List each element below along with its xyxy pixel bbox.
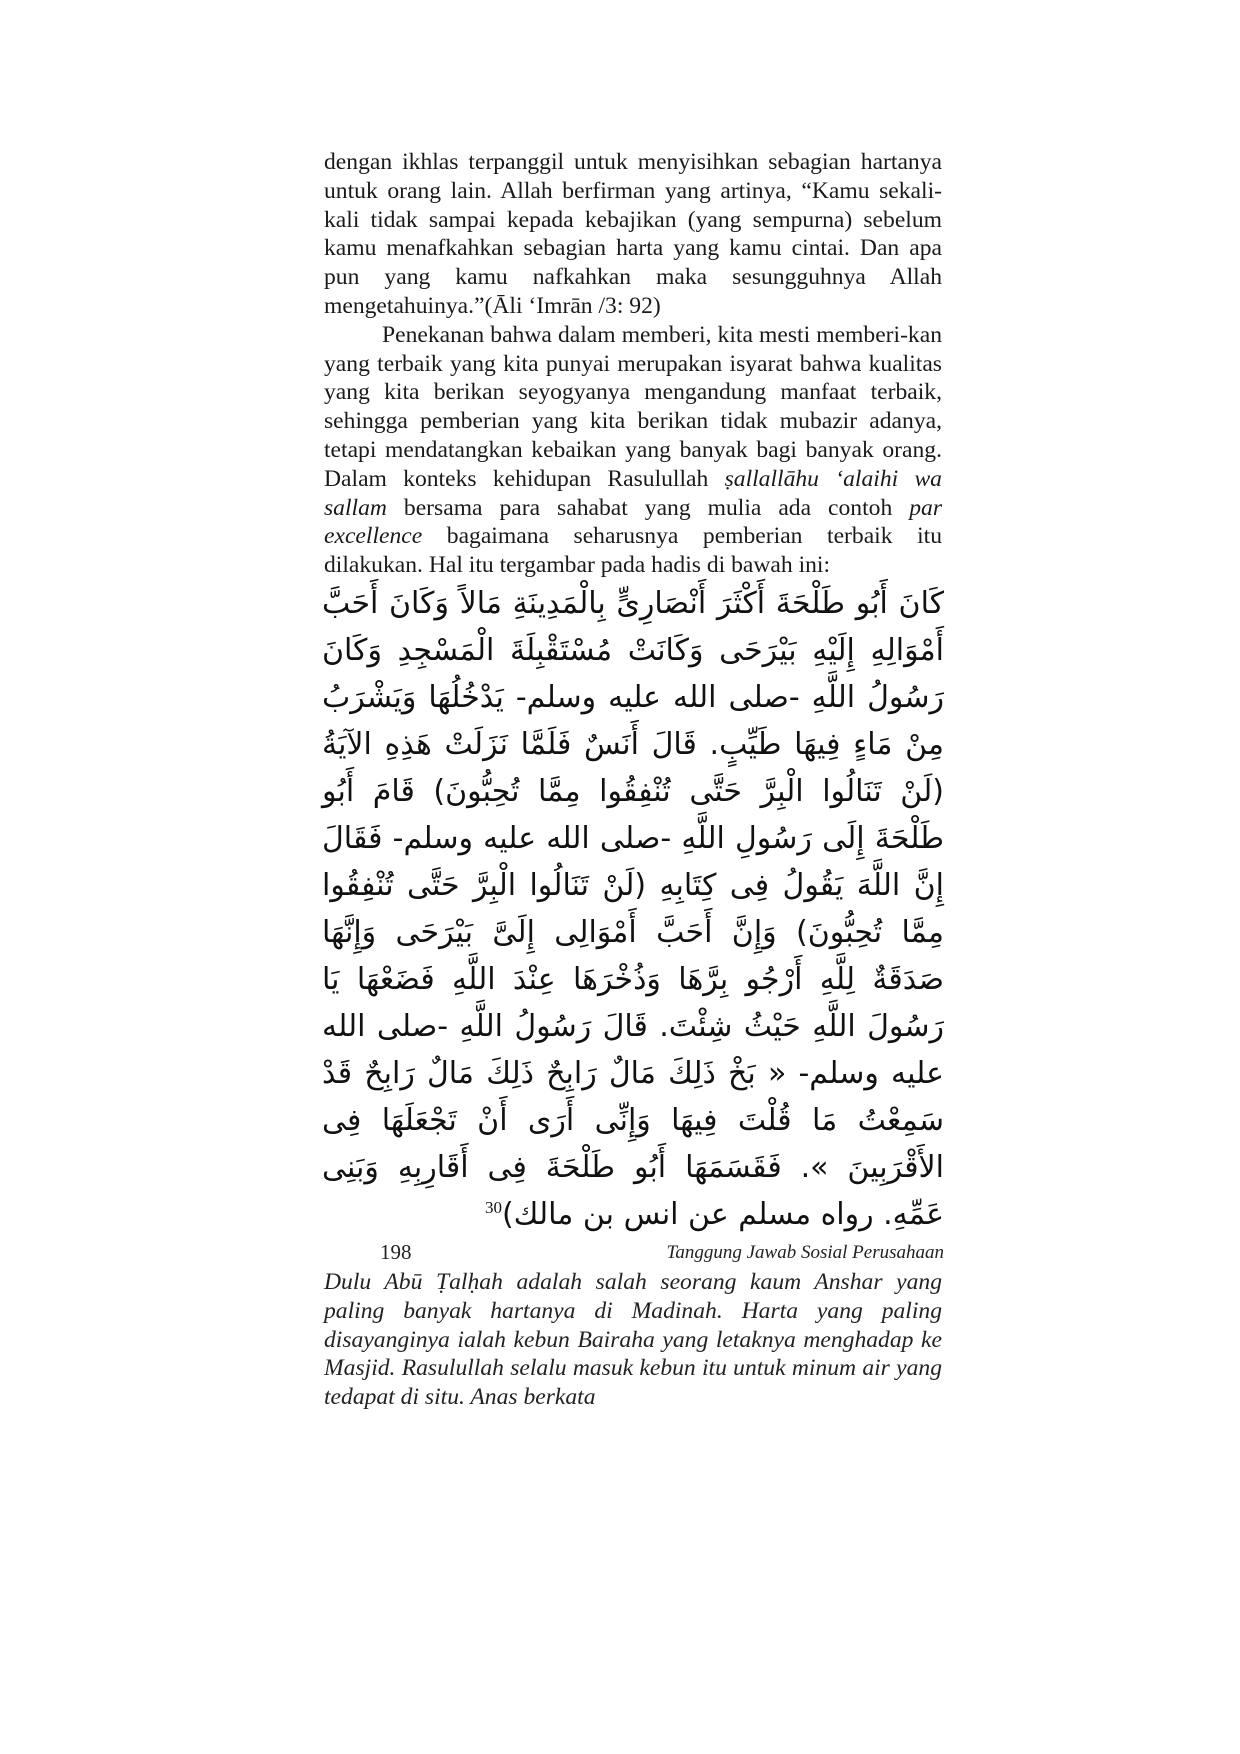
paragraph-1: dengan ikhlas terpanggil untuk menyisihkan sebagian hartanya untuk orang lain. Allah berfirman yang artinya, “Kamu sekali-kali tidak sampai kepada kebajikan (yang sempurna) sebelum kamu menafkahkan sebagian harta yang kamu cintai. Dan apa pun yang kamu nafkahkan maka sesungguhnya Allah mengetahuinya.”(Āli ‘Imrān /3: 92)	[324, 149, 942, 319]
page-number: 198	[380, 1240, 412, 1264]
hadith-translation: Dulu Abū Ṭalḥah adalah salah seorang kaum Anshar yang paling banyak hartanya di Madinah. Harta yang paling disayanginya ialah kebun Bairaha yang letaknya menghadap ke Masjid. Rasulullah selalu masuk kebun itu untuk minum air yang tedapat di situ. Anas berkata	[324, 1269, 942, 1411]
paragraph-2	[324, 321, 942, 580]
paragraph-2-italic-salutation: ṣallallāhu ‘alaihi wa sallam	[324, 465, 942, 521]
running-footer-title: Tanggung Jawab Sosial Perusahaan	[666, 1242, 944, 1263]
hadith-arabic-text	[322, 580, 944, 1238]
body-text	[324, 148, 942, 580]
paragraph-2-text-a: Penekanan bahwa dalam memberi, kita mesti memberi-kan yang terbaik yang kita punyai merupakan isyarat bahwa kualitas yang kita berikan seyogyanya mengandung manfaat terbaik, sehingga pemberian yang kita berikan tidak mubazir adanya, tetapi mendatangkan kebaikan yang banyak bagi banyak orang. Dalam konteks kehidupan Rasulullah	[324, 321, 942, 492]
footnote-reference[interactable]: 30	[484, 1198, 502, 1217]
paragraph-2-text-b: bersama para sahabat yang mulia ada contoh	[386, 494, 910, 521]
paragraph-2-italic-par-excellence: par excellence	[324, 494, 942, 550]
hadith-arabic-body: كَانَ أَبُو طَلْحَةَ أَكْثَرَ أَنْصَارِىٍّ بِالْمَدِينَةِ مَالاً وَكَانَ أَحَبَّ أَمْوَالِهِ إِلَيْهِ بَيْرَحَى وَكَانَتْ مُسْتَقْبِلَةَ الْمَسْجِدِ وَكَانَ رَسُولُ اللَّهِ -صلى الله عليه وسلم- يَدْخُلُهَا وَيَشْرَبُ مِنْ مَاءٍ فِيهَا طَيِّبٍ. قَالَ أَنَسٌ فَلَمَّا نَزَلَتْ هَذِهِ الآيَةُ (لَنْ تَنَالُوا الْبِرَّ حَتَّى تُنْفِقُوا مِمَّا تُحِبُّونَ) قَامَ أَبُو طَلْحَةَ إِلَى رَسُولِ اللَّهِ -صلى الله عليه وسلم- فَقَالَ إِنَّ اللَّهَ يَقُولُ فِى كِتَابِهِ (لَنْ تَنَالُوا الْبِرَّ حَتَّى تُنْفِقُوا مِمَّا تُحِبُّونَ) وَإِنَّ أَحَبَّ أَمْوَالِى إِلَىَّ بَيْرَحَى وَإِنَّهَا صَدَقَةٌ لِلَّهِ أَرْجُو بِرَّهَا وَذُخْرَهَا عِنْدَ اللَّهِ فَضَعْهَا يَا رَسُولَ اللَّهِ حَيْثُ شِئْتَ. قَالَ رَسُولُ اللَّهِ -صلى الله عليه وسلم- « بَخْ ذَلِكَ مَالٌ رَابِحٌ ذَلِكَ مَالٌ رَابِحٌ قَدْ سَمِعْتُ مَا قُلْتَ فِيهَا وَإِنِّى أَرَى أَنْ تَجْعَلَهَا فِى الأَقْرَبِينَ ». فَقَسَمَهَا أَبُو طَلْحَةَ فِى أَقَارِبِهِ وَبَنِى عَمِّهِ. رواه مسلم عن انس بن مالك)	[322, 586, 944, 1232]
paragraph-2-text-c: bagaimana seharusnya pemberian terbaik itu dilakukan. Hal itu tergambar pada hadis di bawah ini:	[324, 523, 942, 579]
